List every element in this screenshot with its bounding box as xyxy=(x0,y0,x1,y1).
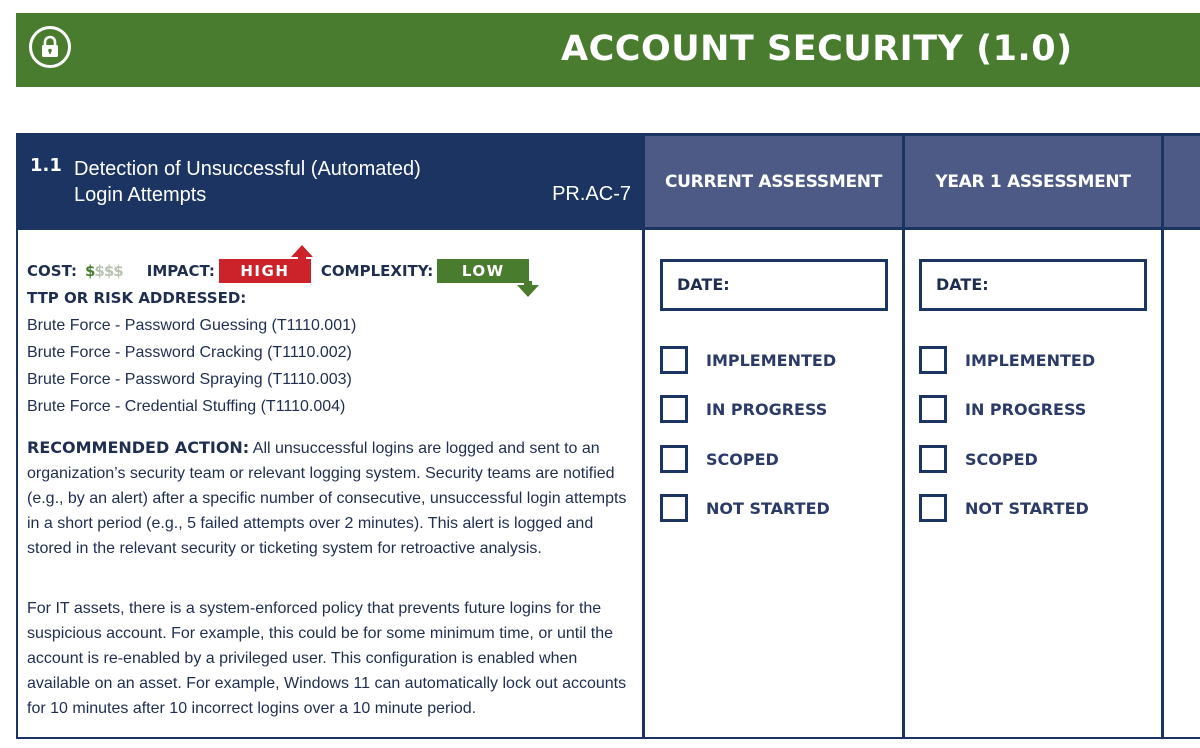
current-assessment-header: CURRENT ASSESSMENT xyxy=(645,133,902,227)
list-item: Brute Force - Password Guessing (T1110.001) xyxy=(27,317,357,334)
option-label: SCOPED xyxy=(965,449,1038,469)
policy-paragraph: For IT assets, there is a system-enforced policy that prevents future logins for the suspicious account. For example, this could be for some minimum time, or until the account is re-enabled by a privileged user. This configuration is enabled when available on an asset. For example, Windows 11 can automatically lock out accounts for 10 minutes after 10 incorrect logins over a 10 minute period. xyxy=(27,600,627,717)
list-item: Brute Force - Password Spraying (T1110.003) xyxy=(27,371,352,388)
arrow-up-stem xyxy=(298,256,306,260)
year1-option-in-progress[interactable] xyxy=(919,394,1086,424)
list-item: Brute Force - Credential Stuffing (T1110.004) xyxy=(27,398,346,415)
control-number: 1.1 xyxy=(30,155,62,176)
option-label: IMPLEMENTED xyxy=(706,350,837,370)
recommended-action-text: All unsuccessful logins are logged and sent to an organization’s security team or relevant logging system. Security teams are notified (e.g., by an alert) after a specific number of consecutive, unsuccessful login attempts in a short period (e.g., 5 failed attempts over 2 minutes). This alert is logged and stored in the relevant security or ticketing system for retroactive analysis. xyxy=(27,440,627,557)
control-title: Detection of Unsuccessful (Automated) Login Attempts xyxy=(74,158,421,206)
implemented-checkbox[interactable] xyxy=(919,346,947,374)
list-item: Brute Force - Password Cracking (T1110.002) xyxy=(27,344,352,361)
cost-label: COST: xyxy=(27,262,77,280)
current-date-field[interactable]: DATE: xyxy=(660,259,888,311)
arrow-down-icon xyxy=(517,285,539,297)
cost-rating-inactive: $$$ xyxy=(94,262,123,280)
ttp-title: TTP OR RISK ADDRESSED: xyxy=(27,289,247,307)
year1-option-scoped[interactable] xyxy=(919,444,1038,474)
option-label: SCOPED xyxy=(706,449,779,469)
meta-row xyxy=(27,258,529,284)
page-title: ACCOUNT SECURITY (1.0) xyxy=(561,29,1073,69)
lock-icon xyxy=(29,26,71,68)
column-divider xyxy=(1161,133,1164,739)
next-assessment-header xyxy=(1164,133,1200,227)
year1-assessment-header: YEAR 1 ASSESSMENT xyxy=(905,133,1161,227)
column-divider xyxy=(642,133,645,739)
option-label: NOT STARTED xyxy=(965,498,1089,518)
impact-label: IMPACT: xyxy=(146,262,215,280)
option-label: NOT STARTED xyxy=(706,498,830,518)
ttp-list xyxy=(27,316,356,424)
impact-value: HIGH xyxy=(240,262,290,280)
recommended-action-label: RECOMMENDED ACTION: xyxy=(27,438,250,457)
header-divider xyxy=(16,227,1200,230)
complexity-label: COMPLEXITY: xyxy=(320,262,434,280)
section-banner xyxy=(16,13,1200,87)
cost-rating xyxy=(85,262,123,280)
current-option-not-started[interactable] xyxy=(660,493,830,523)
option-label: IMPLEMENTED xyxy=(965,350,1096,370)
not-started-checkbox[interactable] xyxy=(919,494,947,522)
column-divider xyxy=(902,133,905,739)
not-started-checkbox[interactable] xyxy=(660,494,688,522)
current-option-implemented[interactable] xyxy=(660,345,836,375)
cost-rating-active: $ xyxy=(84,262,95,280)
impact-badge xyxy=(219,259,311,283)
option-label: IN PROGRESS xyxy=(965,399,1087,419)
recommended-action xyxy=(27,435,627,561)
control-header xyxy=(16,133,643,227)
current-option-in-progress[interactable] xyxy=(660,394,827,424)
current-option-scoped[interactable] xyxy=(660,444,779,474)
control-code: PR.AC-7 xyxy=(552,183,631,205)
option-label: IN PROGRESS xyxy=(706,399,828,419)
year1-date-field[interactable]: DATE: xyxy=(919,259,1147,311)
complexity-badge xyxy=(437,259,529,283)
complexity-value: LOW xyxy=(461,262,505,280)
year1-option-implemented[interactable] xyxy=(919,345,1095,375)
year1-option-not-started[interactable] xyxy=(919,493,1089,523)
in-progress-checkbox[interactable] xyxy=(919,395,947,423)
scoped-checkbox[interactable] xyxy=(660,445,688,473)
in-progress-checkbox[interactable] xyxy=(660,395,688,423)
implemented-checkbox[interactable] xyxy=(660,346,688,374)
scoped-checkbox[interactable] xyxy=(919,445,947,473)
